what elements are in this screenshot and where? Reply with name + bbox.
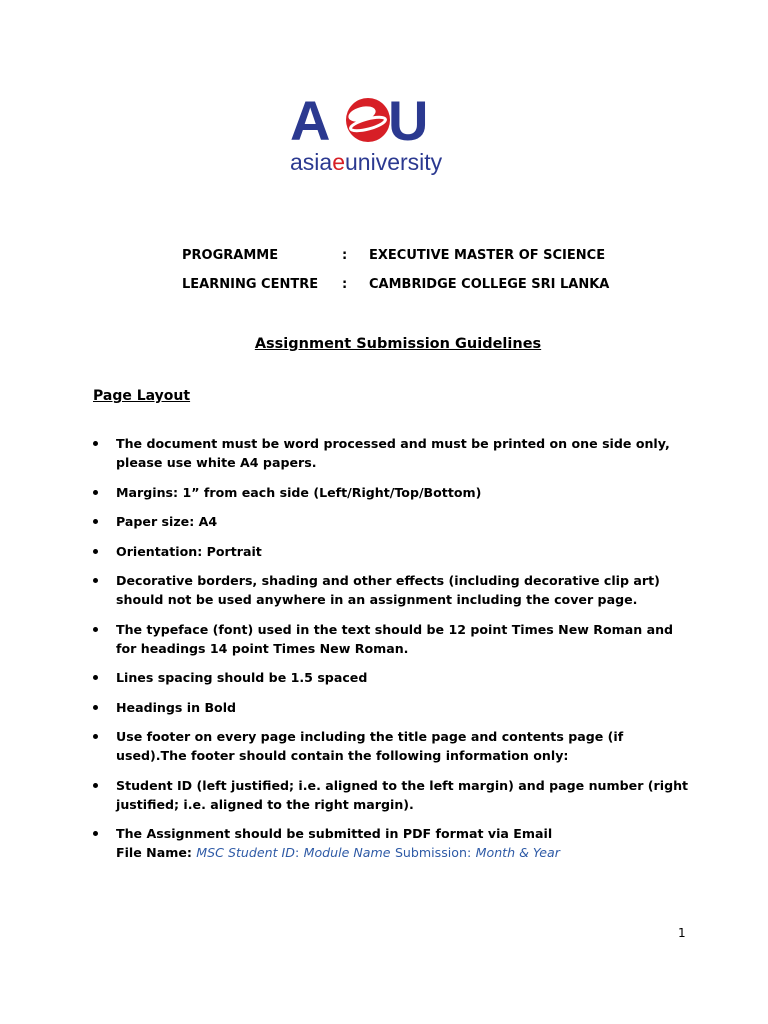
file-name-date: Month & Year [475, 845, 560, 860]
section-heading: Page Layout [93, 388, 191, 404]
bullet-icon [93, 578, 98, 583]
list-item: Headings in Bold [93, 698, 693, 717]
list-item: Use footer on every page including the title page and contents page (if used).The footer should contain the following information only: [93, 727, 693, 765]
programme-label: PROGRAMME [182, 248, 279, 263]
bullet-icon [93, 831, 98, 836]
document-title: Assignment Submission Guidelines [254, 336, 542, 352]
submission-instruction: The Assignment should be submitted in PDF format via Email [116, 826, 553, 841]
logo-red-sphere-icon [346, 98, 390, 142]
learning-centre-separator: : [342, 277, 348, 292]
university-logo [288, 88, 468, 178]
learning-centre-value: CAMBRIDGE COLLEGE SRI LANKA [369, 277, 610, 292]
list-item: Margins: 1” from each side (Left/Right/Top/Bottom) [93, 483, 693, 502]
bullet-icon [93, 549, 98, 554]
logo-letter-a: A [290, 89, 331, 152]
bullet-icon [93, 705, 98, 710]
guidelines-list [93, 434, 693, 873]
bullet-icon [93, 490, 98, 495]
list-item: Decorative borders, shading and other effects (including decorative clip art) should not be used anywhere in an assignment including the cover page. [93, 571, 693, 609]
aeu-logo-graphic [288, 88, 468, 178]
file-name-line [116, 843, 693, 862]
file-name-submission: Submission: [394, 845, 472, 860]
learning-centre-label: LEARNING CENTRE [182, 277, 319, 292]
page-number: 1 [678, 926, 686, 940]
list-item-submission [93, 824, 693, 862]
programme-value: EXECUTIVE MASTER OF SCIENCE [369, 248, 606, 263]
list-item: The document must be word processed and must be printed on one side only, please use white A4 papers. [93, 434, 693, 472]
list-item: The typeface (font) used in the text should be 12 point Times New Roman and for headings 14 point Times New Roman. [93, 620, 693, 658]
logo-letter-u: U [388, 89, 429, 152]
bullet-icon [93, 441, 98, 446]
file-name-module: Module Name [303, 845, 391, 860]
file-name-label: File Name: [116, 845, 192, 860]
file-name-colon: : [294, 845, 300, 860]
file-name-student-id: MSC Student ID [196, 845, 295, 860]
logo-wordmark: asiaeuniversity [290, 149, 443, 175]
list-item: Lines spacing should be 1.5 spaced [93, 668, 693, 687]
list-item: Paper size: A4 [93, 512, 693, 531]
bullet-icon [93, 734, 98, 739]
bullet-icon [93, 675, 98, 680]
bullet-icon [93, 519, 98, 524]
bullet-icon [93, 783, 98, 788]
list-item: Student ID (left justified; i.e. aligned to the left margin) and page number (right justified; i.e. aligned to the right margin). [93, 776, 693, 814]
bullet-icon [93, 627, 98, 632]
programme-separator: : [342, 248, 348, 263]
list-item: Orientation: Portrait [93, 542, 693, 561]
